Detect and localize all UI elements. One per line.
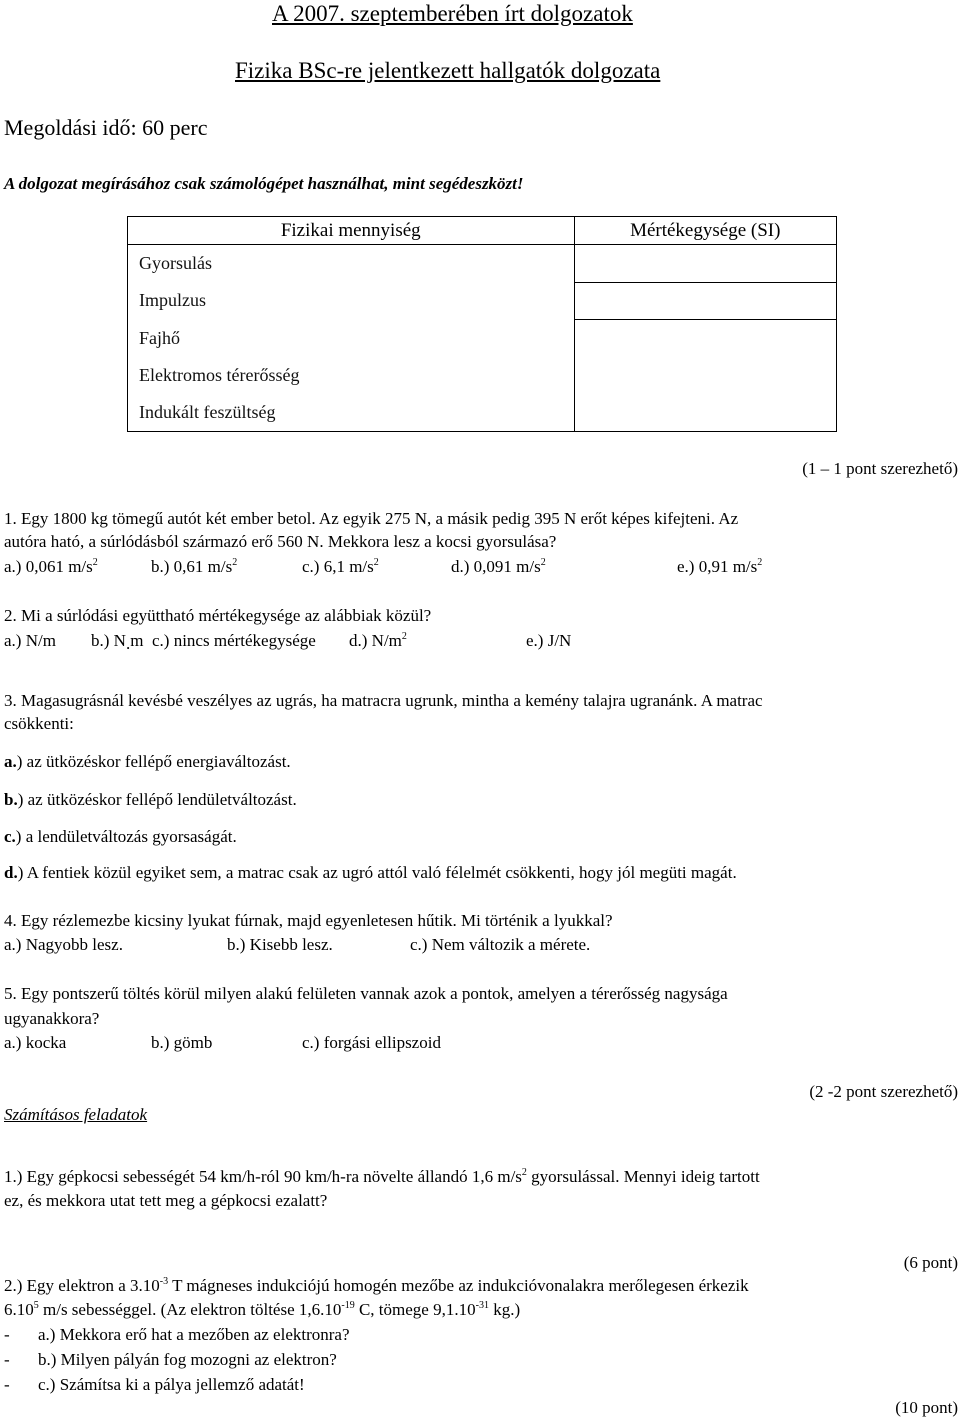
calc2-line2: 6.10$^5$ m/s sebességgel. (Az elektron töltése $1,6.10^{-19}$ C, tömege $9,1.10^{-31}$ kg.)	[4, 1300, 521, 1319]
calc2-line1: 2.) Egy elektron a $3.10^{-3}$ T mágneses indukciójú homogén mezőbe az indukcióvonalakra merőlegesen érkezik	[4, 1276, 749, 1295]
q1-option-d[interactable]: d.) 0,091 $m/s^2$	[451, 557, 546, 576]
document-title: A 2007. szeptemberében írt dolgozatok	[272, 1, 633, 26]
calc1-line2: ez, és mekkora utat tett meg a gépkocsi ezalatt?	[4, 1191, 328, 1210]
table-row	[128, 319, 837, 356]
calc1-points: (6 pont)	[903, 1253, 958, 1272]
unit-cell[interactable]	[574, 319, 837, 356]
q1-option-b[interactable]: b.) 0,61 $m/s^2$	[151, 557, 238, 576]
time-limit: Megoldási idő: 60 perc	[4, 115, 208, 140]
quantity-cell: Elektromos térerősség	[128, 357, 575, 394]
calc1-line1: 1.) Egy gépkocsi sebességét 54 km/h-ról 90 km/h-ra növelte állandó 1,6 $m/s^2$ gyorsulással. Mennyi ideig tartott	[4, 1167, 760, 1186]
q2-text: 2. Mi a súrlódási együttható mértékegysége az alábbiak közül?	[4, 606, 432, 625]
q5-line1: 5. Egy pontszerű töltés körül milyen alakú felületen vannak azok a pontok, amelyen a térerősség nagysága	[4, 984, 728, 1003]
q4-option-a[interactable]: a.) Nagyobb lesz.	[4, 935, 123, 954]
q1-option-a[interactable]: a.) 0,061 $m/s^2$	[4, 557, 98, 576]
q5-option-c[interactable]: c.) forgási ellipszoid	[302, 1033, 441, 1052]
col-header-quantity: Fizikai mennyiség	[128, 217, 575, 245]
q4-option-c[interactable]: c.) Nem változik a mérete.	[410, 935, 591, 954]
q4-text: 4. Egy rézlemezbe kicsiny lyukat fúrnak, majd egyenletesen hűtik. Mi történik a lyukkal?	[4, 911, 613, 930]
quantity-cell: Fajhő	[128, 319, 575, 356]
q3-line1: 3. Magasugrásnál kevésbé veszélyes az ugrás, ha matracra ugrunk, mintha a kemény talajra ugranánk. A matrac	[4, 691, 763, 710]
unit-cell[interactable]	[574, 394, 837, 432]
q3-option-a[interactable]: a.) az ütközéskor fellépő energiaváltozást.	[4, 752, 291, 771]
q2-option-c[interactable]: c.) nincs mértékegysége	[152, 631, 316, 650]
q3-option-b[interactable]: b.) az ütközéskor fellépő lendületváltozást.	[4, 790, 297, 809]
calc2-item-c: - c.) Számítsa ki a pálya jellemző adatát!	[4, 1375, 305, 1394]
table-row	[128, 282, 837, 319]
q5-line2: ugyanakkora?	[4, 1009, 100, 1028]
q2-option-b[interactable]: b.) N.m	[91, 631, 144, 653]
q2-option-a[interactable]: a.) N/m	[4, 631, 56, 650]
units-table	[127, 216, 837, 432]
instruction: A dolgozat megírásához csak számológépet használhat, mint segédeszközt!	[4, 174, 524, 193]
calc2-item-b: - b.) Milyen pályán fog mozogni az elektron?	[4, 1350, 337, 1369]
document-subtitle: Fizika BSc-re jelentkezett hallgatók dolgozata	[235, 58, 661, 83]
q3-option-c[interactable]: c.) a lendületváltozás gyorsaságát.	[4, 827, 237, 846]
table-row	[128, 357, 837, 394]
q2-option-d[interactable]: d.) $N/m^2$	[349, 631, 407, 650]
q4-option-b[interactable]: b.) Kisebb lesz.	[227, 935, 333, 954]
unit-cell[interactable]	[574, 357, 837, 394]
table-row	[128, 245, 837, 283]
points-note-2: (2 -2 pont szerezhető)	[809, 1082, 958, 1101]
q3-option-d[interactable]: d.) A fentiek közül egyiket sem, a matrac csak az ugró attól való félelmét csökkenti, hogy jól megüti magát.	[4, 863, 737, 882]
quantity-cell: Indukált feszültség	[128, 394, 575, 432]
col-header-unit: Mértékegysége (SI)	[574, 217, 837, 245]
quantity-cell: Gyorsulás	[128, 245, 575, 283]
q1-line1: 1. Egy 1800 kg tömegű autót két ember betol. Az egyik 275 N, a másik pedig 395 N erőt képes kifejteni. Az	[4, 509, 739, 528]
points-note-1: (1 – 1 pont szerezhető)	[802, 459, 958, 478]
table-row	[128, 394, 837, 432]
q3-line2: csökkenti:	[4, 714, 74, 733]
calc2-item-a: - a.) Mekkora erő hat a mezőben az elektronra?	[4, 1325, 350, 1344]
q5-option-b[interactable]: b.) gömb	[151, 1033, 213, 1052]
quantity-cell: Impulzus	[128, 282, 575, 319]
q2-option-e[interactable]: e.) J/N	[526, 631, 572, 650]
calc2-points: (10 pont)	[895, 1398, 958, 1417]
q5-option-a[interactable]: a.) kocka	[4, 1033, 67, 1052]
calc-section-title: Számításos feladatok	[4, 1105, 148, 1124]
q1-line2: autóra ható, a súrlódásból származó erő 560 N. Mekkora lesz a kocsi gyorsulása?	[4, 532, 557, 551]
q1-option-e[interactable]: e.) 0,91 $m/s^2$	[677, 557, 763, 576]
unit-cell[interactable]	[574, 245, 837, 283]
unit-cell[interactable]	[574, 282, 837, 319]
q1-option-c[interactable]: c.) 6,1 $m/s^2$	[302, 557, 379, 576]
